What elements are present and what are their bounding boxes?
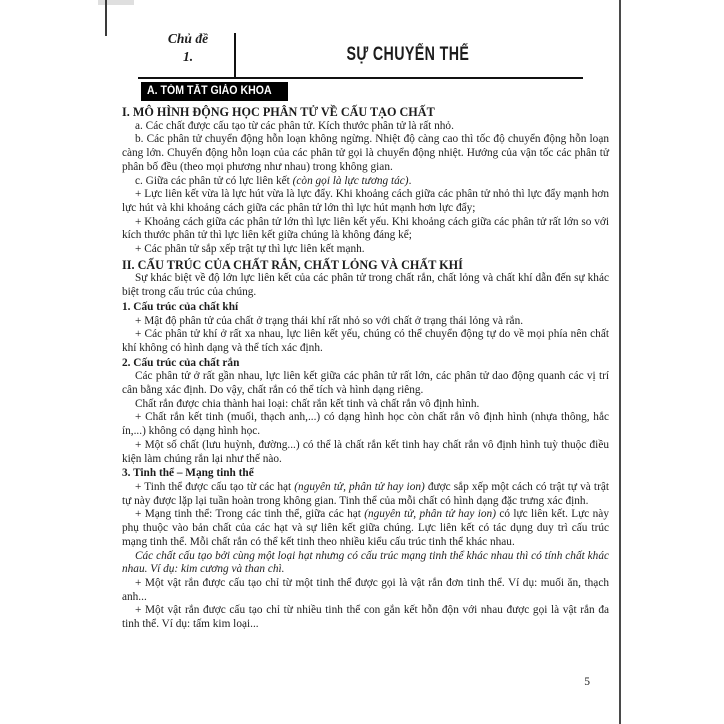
paragraph — [122, 175, 609, 189]
topic-label: Chủ đề — [167, 31, 209, 46]
paragraph — [122, 315, 609, 329]
paragraph — [122, 272, 609, 299]
text-run: Chất rắn được chia thành hai loại: chất rắn kết tinh và chất rắn vô định hình. — [135, 397, 480, 410]
header-divider — [234, 33, 236, 78]
text-run: (nguyên tử, phân tử hay ion) — [364, 508, 496, 521]
text-run: c. Giữa các phân tử có lực liên kết — [135, 174, 293, 187]
text-run: + Các phân tử sắp xếp trật tự thì lực liên kết mạnh. — [135, 243, 365, 256]
text-run: b. Các phân tử chuyển động hỗn loạn không ngừng. Nhiệt độ càng cao thì tốc độ chuyển động hỗn loạn càng lớn. Chuyển động hỗn loạn của các phân tử gọi là chuyển động nhiệt. Hướng của vận tốc các phân tử phân bố đều (theo mọi phương như nhau) trong không gian. — [122, 133, 609, 173]
chapter-title-text: SỰ CHUYỂN THỂ — [346, 44, 470, 65]
paragraph — [122, 550, 609, 577]
page-number: 5 — [584, 676, 590, 688]
text-run: + Một vật rắn được cấu tạo chỉ từ nhiều tinh thể con gắn kết hỗn độn với nhau được gọi là vật rắn đa tinh thể. Ví dụ: tấm kim loại... — [122, 604, 609, 631]
paragraph — [122, 328, 609, 355]
text-run: (nguyên tử, phân tử hay ion) — [294, 480, 425, 493]
text-run: Các chất cấu tạo bởi cùng một loại hạt nhưng có cấu trúc mạng tinh thể khác nhau thì có tính chất khác nhau. Ví dụ: kim cương và than chì. — [122, 549, 609, 576]
sub-heading — [122, 467, 609, 481]
text-run: + Một vật rắn được cấu tạo chỉ từ một tinh thể được gọi là vật rắn đơn tinh thể. Ví dụ: muối ăn, thạch anh... — [122, 576, 609, 603]
paragraph — [122, 120, 609, 134]
text-run: (còn gọi là lực tương tác) — [292, 174, 409, 187]
paragraph — [122, 398, 609, 412]
text-run: 1. Cấu trúc của chất khí — [122, 300, 239, 313]
paragraph — [122, 188, 609, 215]
scan-smudge — [98, 0, 134, 5]
chapter-title — [288, 44, 528, 66]
header-rule — [138, 77, 583, 79]
document-body — [122, 104, 609, 632]
section-heading — [122, 106, 609, 120]
sub-heading — [122, 301, 609, 315]
paragraph — [122, 370, 609, 397]
text-run: 2. Cấu trúc của chất rắn — [122, 356, 240, 369]
text-run: + Chất rắn kết tinh (muối, thạch anh,...) có dạng hình học còn chất rắn vô định hình (nhựa thông, hắc ín,...) không có dạng hình học. — [122, 411, 609, 438]
scan-artifact-line — [105, 0, 107, 36]
page-right-edge — [619, 0, 621, 724]
text-run: . — [408, 174, 412, 187]
text-run: + Mật độ phân tử của chất ở trạng thái khí rất nhỏ so với chất ở trạng thái lỏng và rắn. — [135, 314, 524, 327]
paragraph — [122, 604, 609, 631]
section-heading — [122, 259, 609, 273]
section-banner — [141, 82, 288, 101]
text-run: + Một số chất (lưu huỳnh, đường...) có thể là chất rắn kết tinh hay chất rắn vô định hình tuỳ thuộc điều kiện làm chúng rắn lại như thế nào. — [122, 438, 609, 465]
text-run: I. MÔ HÌNH ĐỘNG HỌC PHÂN TỬ VỀ CẤU TẠO CHẤT — [122, 105, 435, 119]
paragraph — [122, 133, 609, 174]
section-banner-text: A. TÓM TẮT GIÁO KHOA — [147, 85, 272, 97]
paragraph — [122, 508, 609, 549]
sub-heading — [122, 357, 609, 371]
text-run: + Tinh thể được cấu tạo từ các hạt — [135, 480, 295, 493]
text-run: được sắp xếp một cách có trật tự và trật tự này được lặp lại tuần hoàn trong không gian. Tinh thể của mỗi chất có hình dạng đặc trưng xác định. — [122, 480, 609, 507]
text-run: 3. Tinh thể – Mạng tinh thể — [122, 467, 254, 480]
text-run: Các phân tử ở rất gần nhau, lực liên kết giữa các phân tử rất lớn, các phân tử dao động quanh các vị trí cân bằng xác định. Do vậy, chất rắn có thể tích và hình dạng riêng. — [122, 370, 609, 397]
paragraph — [122, 411, 609, 438]
text-run: Sự khác biệt về độ lớn lực liên kết của các phân tử trong chất rắn, chất lỏng và chất khí dẫn đến sự khác biệt trong cấu trúc của chúng. — [122, 272, 609, 299]
paragraph — [122, 481, 609, 508]
topic-number: 1. — [182, 49, 194, 64]
text-run: có lực liên kết. Lực này phụ thuộc vào bản chất của các hạt và sự liên kết giữa chúng. Lực liên kết có tác dụng duy trì cấu trúc mạng tinh thể. Mỗi chất rắn có thể kết tinh theo nhiều kiểu cấu trúc tinh thể khác nhau. — [122, 508, 609, 548]
text-run: + Mạng tinh thể: Trong các tinh thể, giữa các hạt — [135, 508, 365, 521]
paragraph — [122, 216, 609, 243]
text-run: + Khoảng cách giữa các phân tử lớn thì lực liên kết yếu. Khi khoảng cách giữa các phân tử rất lớn so với kích thước phân tử thì lực liên kết giữa chúng là không đáng kể; — [122, 215, 609, 242]
text-run: + Lực liên kết vừa là lực hút vừa là lực đẩy. Khi khoảng cách giữa các phân tử nhỏ thì lực đẩy mạnh hơn lực hút và khi khoảng cách giữa các phân tử lớn thì lực hút mạnh hơn lực đẩy; — [122, 188, 609, 214]
text-run: II. CẤU TRÚC CỦA CHẤT RẮN, CHẤT LỎNG VÀ CHẤT KHÍ — [122, 257, 463, 272]
paragraph — [122, 577, 609, 604]
text-run: + Các phân tử khí ở rất xa nhau, lực liên kết yếu, chúng có thể chuyển động tự do về mọi phía nên chất khí không có hình dạng và thể tích xác định. — [122, 328, 609, 354]
paragraph — [122, 439, 609, 466]
text-run: a. Các chất được cấu tạo từ các phân tử. Kích thước phân tử là rất nhỏ. — [135, 119, 454, 132]
paragraph — [122, 243, 609, 257]
